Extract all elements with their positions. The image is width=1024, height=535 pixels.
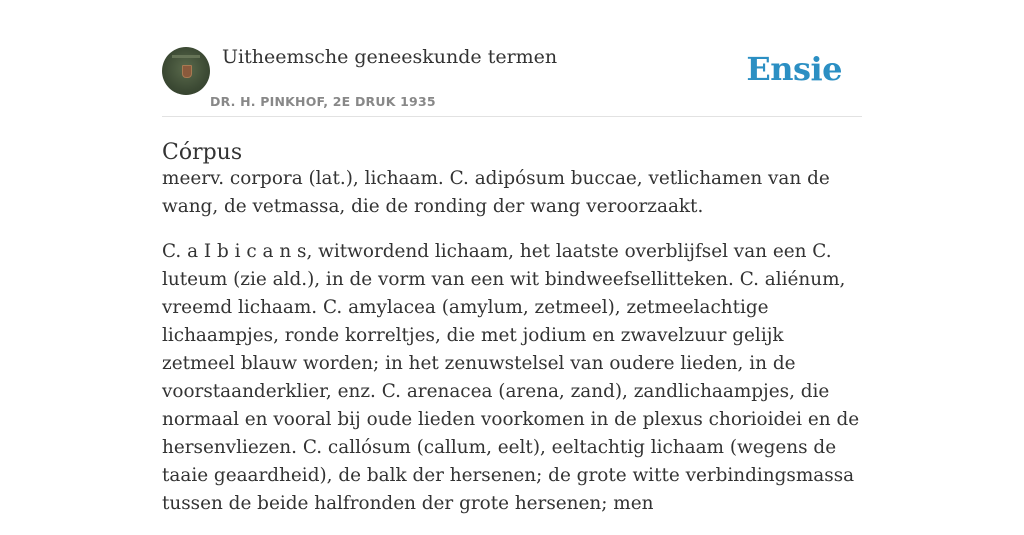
cover-emblem-icon [182,65,192,78]
ensie-logo[interactable]: Ensie [746,50,842,88]
entry-definition [162,165,862,518]
book-cover-avatar[interactable] [162,47,210,95]
page-content [162,0,862,535]
book-header [162,0,862,117]
entry-term: Córpus [162,140,243,165]
book-title[interactable]: Uitheemsche geneeskunde termen [222,46,558,68]
book-author: DR. H. PINKHOF, 2E DRUK 1935 [210,94,436,109]
cover-band-decoration [172,55,200,58]
definition-paragraph: C. a I b i c a n s, witwordend lichaam, het laatste overblijfsel van een C. luteum (zie ald.), in de vorm van een wit bindweefsellitteken. C. aliénum, vreemd lichaam. C. amylacea (amylum, zetmeel), zetmeelachtige lichaampjes, ronde korreltjes, die met jodium en zwavelzuur gelijk zetmeel blauw worden; in het zenuwstelsel van oudere lieden, in de voorstaanderklier, enz. C. arenacea (arena, zand), zandlichaampjes, die normaal en vooral bij oude lieden voorkomen in de plexus chorioidei en de hersenvliezen. C. callósum (callum, eelt), eeltachtig lichaam (wegens de taaie geaardheid), de balk der hersenen; de grote witte verbindingsmassa tussen de beide halfronden der grote hersenen; men [162,241,860,514]
definition-paragraph: meerv. corpora (lat.), lichaam. C. adipósum buccae, vetlichamen van de wang, de vetmassa, die de ronding der wang veroorzaakt. [162,168,830,217]
